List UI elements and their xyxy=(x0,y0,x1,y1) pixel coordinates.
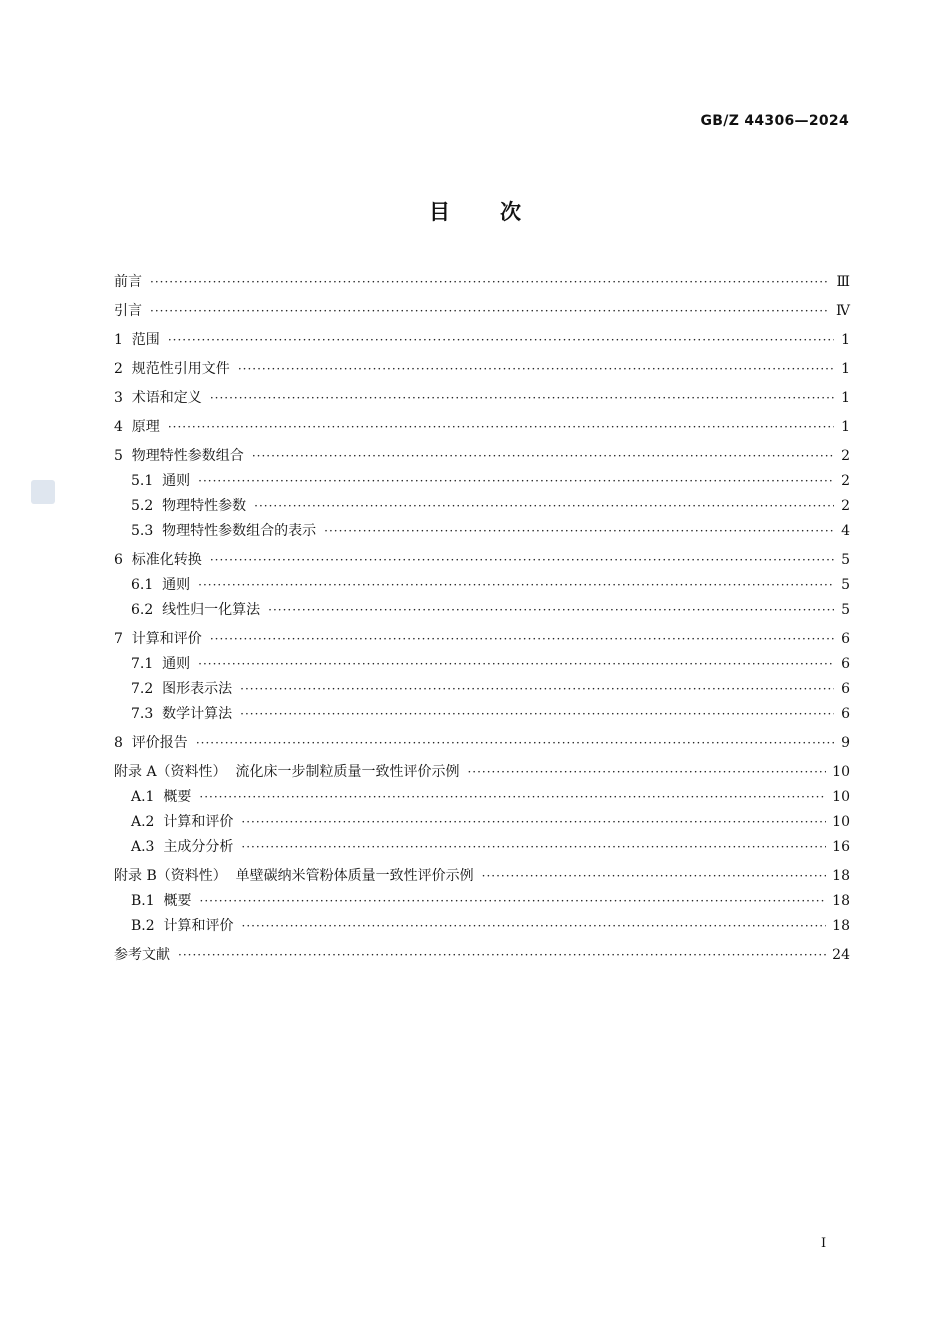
toc-entry-title: B.1 概要 xyxy=(131,893,192,909)
toc-dot-leader xyxy=(242,914,827,939)
toc-entry-title: 7 计算和评价 xyxy=(114,631,202,647)
toc-dot-leader xyxy=(168,328,834,353)
toc-entry[interactable] xyxy=(114,598,850,623)
toc-entry-page: 6 xyxy=(841,706,850,722)
toc-entry-title: 5.1 通则 xyxy=(131,473,191,489)
toc-entry-page: 2 xyxy=(841,473,850,489)
toc-dot-leader xyxy=(199,785,826,810)
toc-entry-page: 2 xyxy=(841,448,850,464)
toc-entry-title: 1 范围 xyxy=(114,332,160,348)
toc-entry-page: 5 xyxy=(841,552,850,568)
toc-entry[interactable] xyxy=(114,415,850,440)
table-of-contents xyxy=(114,270,850,968)
toc-entry-page: 9 xyxy=(841,735,850,751)
toc-entry-page: 10 xyxy=(832,789,850,805)
toc-entry-title: A.1 概要 xyxy=(131,789,192,805)
toc-dot-leader xyxy=(210,386,834,411)
toc-entry-title: 附录 A（资料性） 流化床一步制粒质量一致性评价示例 xyxy=(114,764,460,780)
toc-entry-page: 1 xyxy=(841,419,850,435)
toc-entry-page: 6 xyxy=(841,656,850,672)
page-title: 目次 xyxy=(429,200,571,224)
toc-dot-leader xyxy=(238,357,834,382)
toc-dot-leader xyxy=(196,731,834,756)
toc-entry[interactable] xyxy=(114,731,850,756)
toc-entry-page: 10 xyxy=(832,814,850,830)
toc-dot-leader xyxy=(268,598,834,623)
standard-number: GB/Z 44306—2024 xyxy=(700,113,849,129)
toc-entry[interactable] xyxy=(114,943,850,968)
toc-dot-leader xyxy=(150,299,830,324)
toc-dot-leader xyxy=(168,415,834,440)
toc-entry[interactable] xyxy=(114,785,850,810)
toc-entry[interactable] xyxy=(114,810,850,835)
toc-entry-page: 1 xyxy=(841,390,850,406)
toc-dot-leader xyxy=(198,469,834,494)
toc-entry-page: 6 xyxy=(841,681,850,697)
toc-entry-title: 6.2 线性归一化算法 xyxy=(131,602,261,618)
toc-entry-title: 前言 xyxy=(114,274,142,290)
toc-entry-title: 6 标准化转换 xyxy=(114,552,202,568)
toc-entry-page: 18 xyxy=(832,893,850,909)
toc-entry[interactable] xyxy=(114,627,850,652)
toc-entry-title: 5 物理特性参数组合 xyxy=(114,448,244,464)
toc-entry[interactable] xyxy=(114,299,850,324)
toc-entry-title: 5.3 物理特性参数组合的表示 xyxy=(131,523,317,539)
toc-entry[interactable] xyxy=(114,914,850,939)
toc-entry-title: A.3 主成分分析 xyxy=(131,839,234,855)
toc-entry-page: 10 xyxy=(832,764,850,780)
toc-entry[interactable] xyxy=(114,357,850,382)
toc-entry-page: 2 xyxy=(841,498,850,514)
toc-dot-leader xyxy=(241,810,826,835)
toc-entry-title: 5.2 物理特性参数 xyxy=(131,498,247,514)
toc-entry-page: 6 xyxy=(841,631,850,647)
toc-entry[interactable] xyxy=(114,519,850,544)
toc-dot-leader xyxy=(150,270,830,295)
toc-entry-title: 3 术语和定义 xyxy=(114,390,202,406)
toc-dot-leader xyxy=(252,444,834,469)
toc-entry-title: 8 评价报告 xyxy=(114,735,188,751)
toc-entry[interactable] xyxy=(114,444,850,469)
toc-dot-leader xyxy=(200,889,827,914)
toc-dot-leader xyxy=(324,519,834,544)
toc-dot-leader xyxy=(240,677,834,702)
toc-entry[interactable] xyxy=(114,270,850,295)
toc-entry-page: 1 xyxy=(841,361,850,377)
toc-entry-page: 16 xyxy=(832,839,850,855)
toc-entry-page: Ⅲ xyxy=(836,274,850,290)
toc-entry-title: 附录 B（资料性） 单壁碳纳米管粉体质量一致性评价示例 xyxy=(114,868,474,884)
toc-entry[interactable] xyxy=(114,548,850,573)
toc-entry-title: 2 规范性引用文件 xyxy=(114,361,230,377)
toc-entry-page: Ⅳ xyxy=(836,303,850,319)
toc-entry[interactable] xyxy=(114,573,850,598)
toc-entry-page: 5 xyxy=(841,602,850,618)
toc-dot-leader xyxy=(467,760,826,785)
toc-entry-title: 7.3 数学计算法 xyxy=(131,706,233,722)
toc-entry[interactable] xyxy=(114,652,850,677)
toc-entry-page: 4 xyxy=(841,523,850,539)
toc-entry-page: 1 xyxy=(841,332,850,348)
toc-entry-title: B.2 计算和评价 xyxy=(131,918,234,934)
toc-dot-leader xyxy=(210,627,834,652)
toc-entry[interactable] xyxy=(114,328,850,353)
toc-entry[interactable] xyxy=(114,864,850,889)
toc-entry-title: 参考文献 xyxy=(114,947,170,963)
toc-entry[interactable] xyxy=(114,386,850,411)
toc-entry-page: 18 xyxy=(832,918,850,934)
toc-entry-title: 4 原理 xyxy=(114,419,160,435)
toc-dot-leader xyxy=(198,573,834,598)
toc-dot-leader xyxy=(241,835,826,860)
toc-entry[interactable] xyxy=(114,702,850,727)
toc-dot-leader xyxy=(254,494,834,519)
toc-dot-leader xyxy=(198,652,834,677)
page-number: I xyxy=(821,1236,827,1251)
toc-entry-title: 6.1 通则 xyxy=(131,577,191,593)
toc-dot-leader xyxy=(178,943,826,968)
toc-entry-title: 7.2 图形表示法 xyxy=(131,681,233,697)
toc-entry-page: 5 xyxy=(841,577,850,593)
toc-dot-leader xyxy=(482,864,827,889)
toc-entry[interactable] xyxy=(114,835,850,860)
toc-entry[interactable] xyxy=(114,760,850,785)
toc-entry-title: A.2 计算和评价 xyxy=(131,814,234,830)
toc-dot-leader xyxy=(240,702,834,727)
toc-dot-leader xyxy=(210,548,834,573)
toc-entry-page: 24 xyxy=(832,947,850,963)
watermark-logo xyxy=(31,480,55,504)
toc-entry[interactable] xyxy=(114,469,850,494)
toc-entry-page: 18 xyxy=(832,868,850,884)
toc-entry[interactable] xyxy=(114,889,850,914)
toc-entry[interactable] xyxy=(114,677,850,702)
toc-entry-title: 7.1 通则 xyxy=(131,656,191,672)
toc-entry[interactable] xyxy=(114,494,850,519)
toc-entry-title: 引言 xyxy=(114,303,142,319)
